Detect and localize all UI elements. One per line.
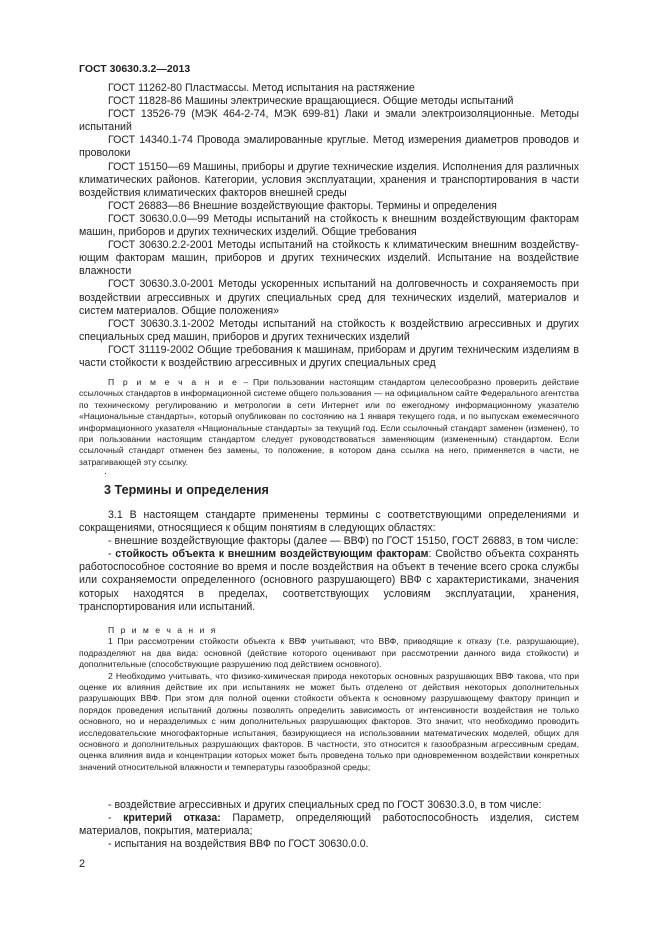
- term: стойкость объекта к внешним воздействующим факторам: [115, 548, 429, 561]
- note-text: – При пользовании настоящим стандартом целесообразно проверить действие ссылочных стандартов в информационной системе общего пользования — на официальном сайте Федерального агентства по техническому регулированию и метрологии в сети Интернет или по ежегодному информационному указателю «Национальные стандарты», который опубликован по состоянию на 1 января текущего года, и по выпускам ежемесячного информационного указателя «Национальные стандарты» за текущий год. Если ссылочный стандарт заменен (изменен), то при пользовании настоящим стандартом следует руководствоваться заменяющим (измененным) стандартом. Если ссылочный стандарт отменен без замены, то положение, в котором дана ссылка на него, применяется в части, не затрагивающей эту ссылку.: [79, 377, 579, 467]
- reference-item: ГОСТ 11828-86 Машины электрические вращающиеся. Общие методы испытаний: [108, 95, 514, 108]
- note-item: 2 Необходимо учитывать, что физико-химическая природа некоторых основных разрушающих ВВФ такова, что при оценке их влияния действие их при испытаниях не может быть отделено от действия некоторых дополнительных разрушающих ВВФ. При этом для полной оценки стойкости объекта к основному разрушающему фактору принцип и порядок проведения испытаний должны позволять определить зависимость от интенсивности воздействия не только основного, но и неразделимых с ним дополнительных разрушающих факторов. Это значит, что необходимо проводить исследовательские многофакторные испытания, базирующиеся на использовании математических моделей, общих для основного и дополнительных разрушающих факторов. В частности, это относится к газообразным агрессивным средам, оценка влияния вида и концентрации которых может быть проведена только при одновременном воздействии конкретных значений относительной влажности и температуры газообразной среды;: [79, 670, 579, 772]
- clause-3-1: 3.1 В настоящем стандарте применены термины с соответствующими определениями и сокращениями, относящиеся к общим понятиям в следующих областях:: [79, 509, 579, 535]
- notes-label: П р и м е ч а н и я: [108, 625, 218, 635]
- section-heading: 3 Термины и определения: [104, 483, 269, 497]
- term: критерий отказа:: [123, 812, 221, 825]
- term-definition: - стойкость объекта к внешним воздействующим факторам: Свойство объекта сохранять работоспособное состояние во время и после воздействия на объект в течение всего срока службы или сохраняемости определенного (основного разрушающего) ВВФ с характеристиками, значения которых находятся в пределах, соответствующих условиям эксплуатации, хранения, транспортирования или испытаний.: [79, 548, 579, 613]
- reference-item: ГОСТ 30630.3.0-2001 Методы ускоренных испытаний на долговечность и сохраняемость при воздействии агрессивных и других специальных сред для технических изделий, материалов и систем материалов. Общие положения»: [79, 278, 579, 317]
- reference-item: ГОСТ 15150—69 Машины, приборы и другие технические изделия. Исполнения для различных климатических районов. Категории, условия эксплуатации, хранения и транспортирования в части воздействия климатических факторов внешней среды: [79, 160, 579, 199]
- list-item: - внешние воздействующие факторы (далее — ВВФ) по ГОСТ 15150, ГОСТ 26883, в том числе:: [108, 535, 579, 548]
- reference-item: ГОСТ 26883—86 Внешние воздействующие факторы. Термины и определения: [108, 199, 497, 212]
- section-3-notes: [79, 625, 579, 773]
- note-item: 1 При рассмотрении стойкости объекта к ВВФ учитывают, что ВВФ, приводящие к отказу (т.е. разрушающие), подразделяют на два вида: основной (действие которого оценивают при рассмотрении данного вида стойкости) и дополнительные (способствующие разрушению под действием основного).: [79, 636, 579, 670]
- reference-item: ГОСТ 30630.2.2-2001 Методы испытаний на стойкость к климатическим внешним воздействующим факторам машин, приборов и других технических изделий. Испытание на воздействие влажности: [79, 239, 579, 278]
- term-definition: - критерий отказа: Параметр, определяющий работоспособность изделия, систем материалов, покрытия, материала;: [79, 812, 579, 838]
- section-3-body: [79, 509, 579, 614]
- note-label: П р и м е ч а н и е: [108, 377, 239, 387]
- reference-item: ГОСТ 14340.1-74 Провода эмалированные круглые. Метод измерения диаметров проводов и проволоки: [79, 134, 579, 160]
- stray-dot: .: [104, 466, 107, 477]
- definition: Параметр, определяющий работоспособность изделия, систем материалов, покрытия, материала;: [79, 812, 579, 838]
- page-number: 2: [79, 858, 86, 870]
- reference-item: ГОСТ 11262-80 Пластмассы. Метод испытания на растяжение: [108, 82, 415, 94]
- reference-item: ГОСТ 31119-2002 Общие требования к машинам, приборам и другим техническим изделиям в части стойкости к воздействию агрессивных и других специальных сред: [79, 343, 579, 369]
- reference-item: ГОСТ 30630.3.1-2002 Методы испытаний на стойкость к воздействию агрессивных и других специальных сред машин, приборов и других технических изделий: [79, 317, 579, 343]
- reference-item: ГОСТ 13526-79 (МЭК 464-2-74, МЭК 699-81) Лаки и эмали электроизоляционные. Методы испытаний: [79, 108, 579, 134]
- normative-references: [79, 82, 579, 370]
- references-note: [79, 377, 579, 468]
- list-item: - воздействие агрессивных и других специальных сред по ГОСТ 30630.3.0, в том числе:: [108, 799, 542, 811]
- list-item: - испытания на воздействия ВВФ по ГОСТ 30630.0.0.: [108, 838, 369, 851]
- section-3-continuation: [79, 799, 579, 851]
- page-header: ГОСТ 30630.3.2—2013: [79, 63, 191, 75]
- definition: : Свойство объекта сохранять работоспособное состояние во время и после воздействия на объект в течение всего срока службы или сохраняемости определенного (основного разрушающего) ВВФ с характеристиками, значения которых находятся в пределах, соответствующих условиям эксплуатации, хранения, транспортирования или испытаний.: [79, 548, 579, 613]
- reference-item: ГОСТ 30630.0.0—99 Методы испытаний на стойкость к внешним воздействующим факторам машин, приборов и других технических изделий. Общие требования: [79, 212, 579, 239]
